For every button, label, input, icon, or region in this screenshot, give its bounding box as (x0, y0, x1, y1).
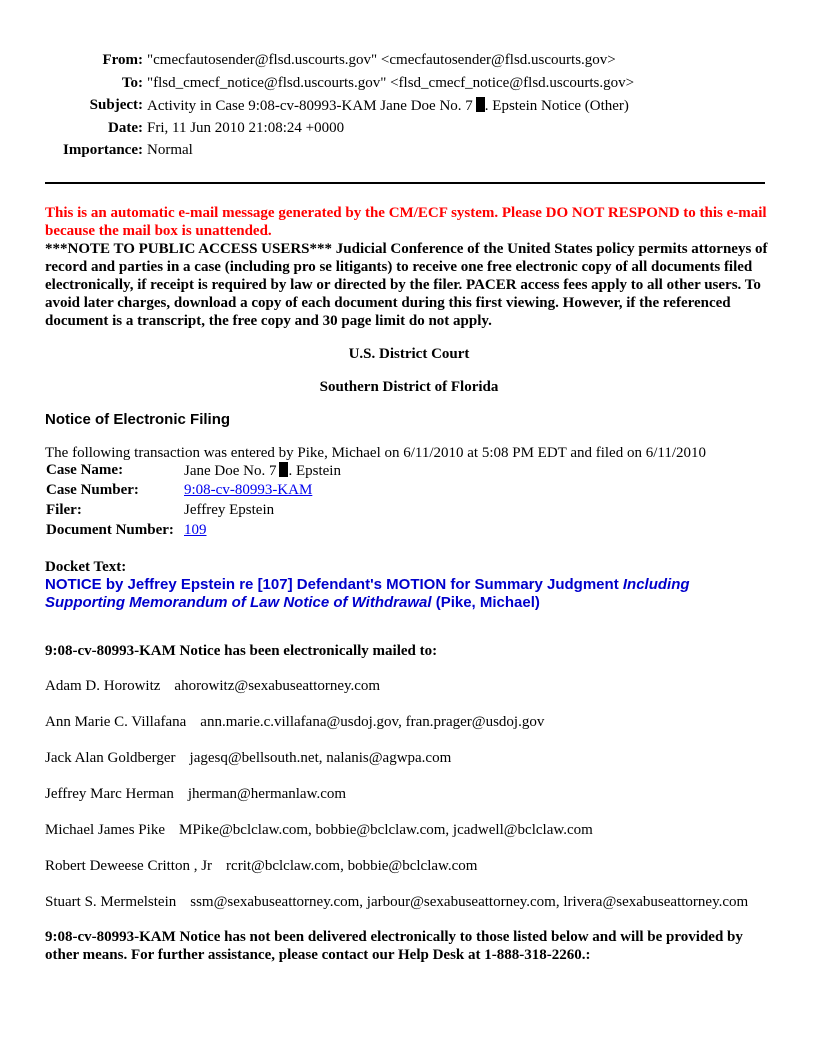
recipient-item (45, 749, 773, 767)
date-row (40, 120, 634, 143)
case-name-after: . Epstein (288, 463, 341, 479)
subject-text-after: . Epstein Notice (Other) (484, 98, 629, 114)
recipient-name: Adam D. Horowitz (45, 678, 161, 694)
mailed-heading: 9:08-cv-80993-KAM Notice has been electronically mailed to: (45, 643, 438, 659)
from-label: From: (102, 52, 143, 68)
from-value: "cmecfautosender@flsd.uscourts.gov" <cmecfautosender@flsd.uscourts.gov> (147, 52, 616, 68)
redaction-mark (476, 97, 485, 112)
recipient-name: Michael James Pike (45, 822, 165, 838)
case-number-row (45, 482, 343, 502)
case-details (45, 462, 343, 542)
recipient-item (45, 893, 773, 911)
recipient-name: Jeffrey Marc Herman (45, 786, 174, 802)
subject-text-before: Activity in Case 9:08-cv-80993-KAM Jane Doe No. 7 (147, 98, 473, 114)
recipient-emails: jagesq@bellsouth.net, nalanis@agwpa.com (189, 750, 452, 766)
importance-value: Normal (147, 142, 193, 158)
recipient-item (45, 713, 773, 731)
case-name-label: Case Name: (46, 462, 124, 478)
not-delivered-notice: 9:08-cv-80993-KAM Notice has not been delivered electronically to those listed below and will be provided by other means. For further assistance, please contact our Help Desk at 1-888-318-2260.: (45, 929, 743, 963)
auto-message: This is an automatic e-mail message generated by the CM/ECF system. Please DO NOT RESPOND to this e-mail because the mail box is unattended. (45, 205, 767, 239)
filer-label: Filer: (46, 502, 82, 518)
recipient-item (45, 677, 773, 695)
docket-text-tail: (Pike, Michael) (431, 594, 540, 611)
recipient-name: Stuart S. Mermelstein (45, 894, 177, 910)
subject-label: Subject: (89, 97, 143, 113)
recipient-item (45, 821, 773, 839)
case-number-label: Case Number: (46, 482, 139, 498)
case-name-before: Jane Doe No. 7 (184, 463, 277, 479)
recipient-item (45, 857, 773, 875)
case-name-value (183, 462, 343, 482)
docket-label: Docket Text: (45, 559, 127, 575)
filer-value: Jeffrey Epstein (184, 502, 275, 518)
docket-text-italic: Including Supporting Memorandum of Law Notice of Withdrawal (45, 576, 690, 611)
case-number-link[interactable]: 9:08-cv-80993-KAM (184, 482, 313, 498)
doc-number-row (45, 522, 343, 542)
date-value: Fri, 11 Jun 2010 21:08:24 +0000 (147, 119, 345, 136)
subject-value (147, 97, 634, 120)
recipient-list (45, 677, 773, 911)
recipient-emails: ann.marie.c.villafana@usdoj.gov, fran.prager@usdoj.gov (200, 714, 545, 730)
docket-text (45, 576, 773, 612)
doc-number-link[interactable]: 109 (184, 522, 207, 538)
header-divider (45, 182, 765, 184)
subject-row (40, 97, 634, 120)
court-name: U.S. District Court (348, 346, 470, 362)
to-row (40, 75, 634, 98)
filer-row (45, 502, 343, 522)
importance-row (40, 142, 634, 165)
email-header (40, 52, 634, 165)
transaction-text: The following transaction was entered by Pike, Michael on 6/11/2010 at 5:08 PM EDT and filed on 6/11/2010 (45, 445, 706, 461)
recipient-name: Ann Marie C. Villafana (45, 714, 187, 730)
recipient-item (45, 785, 773, 803)
to-value: "flsd_cmecf_notice@flsd.uscourts.gov" <flsd_cmecf_notice@flsd.uscourts.gov> (147, 74, 635, 91)
district-name: Southern District of Florida (319, 379, 499, 395)
public-access-note: ***NOTE TO PUBLIC ACCESS USERS*** Judicial Conference of the United States policy permits attorneys of record and parties in a case (including pro se litigants) to receive one free electronic copy of all documents filed electronically, if receipt is required by law or directed by the filer. PACER access fees apply to all other users. To avoid later charges, download a copy of each document during this first viewing. However, if the referenced document is a transcript, the free copy and 30 page limit do not apply. (45, 241, 768, 329)
importance-label: Importance: (63, 142, 143, 158)
date-label: Date: (108, 119, 143, 136)
from-row (40, 52, 634, 75)
docket-text-main: NOTICE by Jeffrey Epstein re [107] Defendant's MOTION for Summary Judgment (45, 576, 623, 593)
doc-number-label: Document Number: (46, 522, 174, 538)
recipient-emails: rcrit@bclclaw.com, bobbie@bclclaw.com (226, 858, 478, 874)
case-name-row (45, 462, 343, 482)
recipient-name: Robert Deweese Critton , Jr (45, 858, 213, 874)
recipient-emails: jherman@hermanlaw.com (187, 786, 347, 802)
nef-title: Notice of Electronic Filing (45, 411, 231, 428)
recipient-emails: ahorowitz@sexabuseattorney.com (174, 678, 381, 694)
recipient-name: Jack Alan Goldberger (45, 750, 176, 766)
case-number-cell (183, 482, 343, 502)
recipient-emails: ssm@sexabuseattorney.com, jarbour@sexabuseattorney.com, lrivera@sexabuseattorney.com (190, 894, 749, 910)
doc-number-cell (183, 522, 343, 542)
email-body (45, 204, 773, 964)
to-label: To: (121, 74, 143, 91)
recipient-emails: MPike@bclclaw.com, bobbie@bclclaw.com, jcadwell@bclclaw.com (178, 822, 593, 838)
